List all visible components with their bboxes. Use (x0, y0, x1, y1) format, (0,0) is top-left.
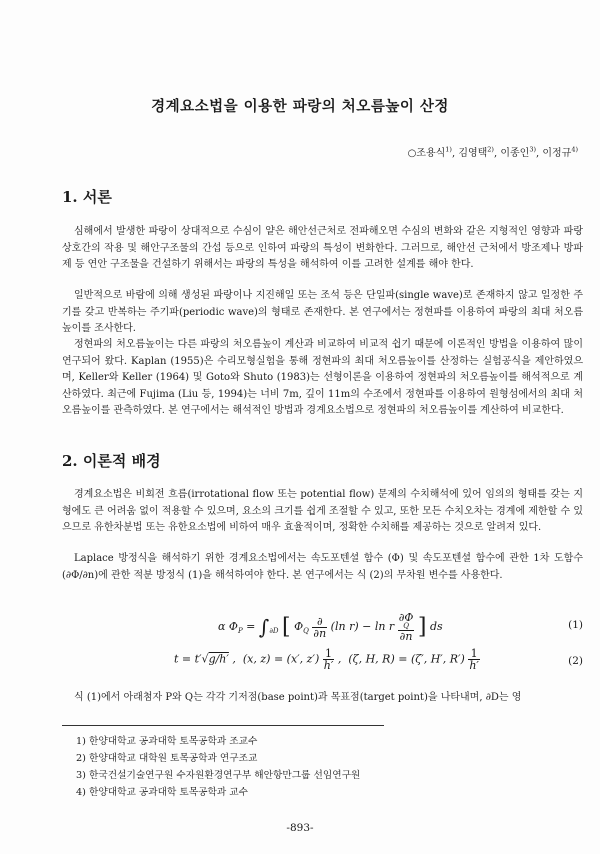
author-mark: 2) (487, 145, 494, 154)
author-name: 김영택 (458, 148, 488, 159)
footnote: 1) 한양대학교 공과대학 토목공학과 조교수 (76, 736, 258, 747)
author-separator: , (535, 148, 543, 159)
footnote: 3) 한국건설기술연구원 수자원환경연구부 해안항만그룹 선임연구원 (76, 770, 361, 781)
author-name: ○조용식 (407, 148, 446, 159)
author-mark: 1) (445, 145, 452, 154)
footnote: 2) 한양대학교 대학원 토목공학과 연구조교 (76, 753, 258, 764)
paper-title: 경계요소법을 이용한 파랑의 처오름높이 산정 (151, 98, 449, 115)
author-separator: , (493, 148, 501, 159)
footnote: 4) 한양대학교 공과대학 토목공학과 교수 (76, 787, 248, 798)
author-name: 이정규 (542, 148, 572, 159)
equation-2: t = t′√g/h′ , (x, z) = (x′, z′) $\frac{1}{h'}$ , (ζ, H, R) = (ζ′, H′, R′) $\frac{1}{h'}$ (174, 647, 479, 672)
page-number: -893- (286, 822, 314, 834)
section-heading-theory: 2. 이론적 배경 (62, 452, 161, 470)
paragraph: 경계요소법은 비회전 흐름(irrotational flow 또는 potential flow) 문제의 수치해석에 있어 임의의 형태를 갖는 지형에도 큰 어려움 없이 적용할 수 있으며, 요소의 크기를 쉽게 조절할 수 있고, 또한 모든 수치오차는 경계에 제한할 수 있으므로 유한차분법 또는 유한요소법에 비하여 매우 효율적이며, 정확한 수치해를 제공하는 것으로 알려져 있다. (62, 489, 583, 534)
equation-number: (2) (568, 655, 583, 667)
author-line (408, 144, 578, 159)
author-separator: , (451, 148, 459, 159)
author-mark: 4) (571, 145, 578, 154)
paragraph: Laplace 방정식을 해석하기 위한 경계요소법에서는 속도포텐셜 함수 (Φ) 및 속도포텐셜 함수에 관한 1차 도함수 (∂Φ/∂n)에 관한 적분 방정식 (1)을 해석하여야 한다. 본 연구에서는 식 (2)의 무차원 변수를 사용한다. (62, 553, 583, 581)
paragraph: 정현파의 처오름높이는 다른 파랑의 처오름높이 계산과 비교하여 비교적 쉽기 때문에 이론적인 방법을 이용하여 많이 연구되어 왔다. Kaplan (1955)은 수리모형실험을 통해 정현파의 최대 처오름높이를 산정하는 실험공식을 제안하였으며, Keller와 Keller (1964) 및 Goto와 Shuto (1983)는 선형이론을 이용하여 정현파의 처오름높이를 해석적으로 계산하였다. 최근에 Fujima (Liu 등, 1994)는 너비 7m, 깊이 11m의 수조에서 정현파를 이용하여 원형섬에서의 최대 처오름높이를 관측하였다. 본 연구에서는 해석적인 방법과 경계요소법으로 정현파의 처오름높이를 계산하여 비교한다. (62, 339, 583, 417)
equation-1: α $\Phi_P = \int_{\partial D}$ [ $\Phi_Q$ $\frac{\partial}{\partial n}$ (ln r) − ln r ∂Φ Q ∂n ] ds (218, 611, 443, 643)
footnote-divider (62, 725, 384, 726)
equation-number: (1) (568, 619, 583, 631)
author-name: 이종인 (500, 148, 530, 159)
paragraph: 심해에서 발생한 파랑이 상대적으로 수심이 얕은 해안선근처로 전파해오면 수심의 변화와 같은 지형적인 영향과 파랑 상호간의 작용 및 해안구조물의 간섭 등으로 인하여 파랑의 특성이 변화한다. 그러므로, 해안선 근처에서 방조제나 방파제 등 연안 구조물을 건설하기 위해서는 파랑의 특성을 해석하여 이를 고려한 설계를 해야 한다. (62, 226, 583, 271)
section-heading-introduction: 1. 서론 (62, 188, 112, 206)
paragraph: 일반적으로 바람에 의해 생성된 파랑이나 지진해일 또는 조석 등은 단일파(single wave)로 존재하지 않고 일정한 주기를 갖고 반복하는 주기파(periodic wave)의 형태로 존재한다. 본 연구에서는 정현파를 이용하여 파랑의 최대 처오름높이를 조사한다. (62, 290, 583, 335)
paragraph: 식 (1)에서 아래첨자 P와 Q는 각각 기저점(base point)과 목표점(target point)을 나타내며, ∂D는 영 (74, 692, 522, 703)
author-mark: 3) (529, 145, 536, 154)
